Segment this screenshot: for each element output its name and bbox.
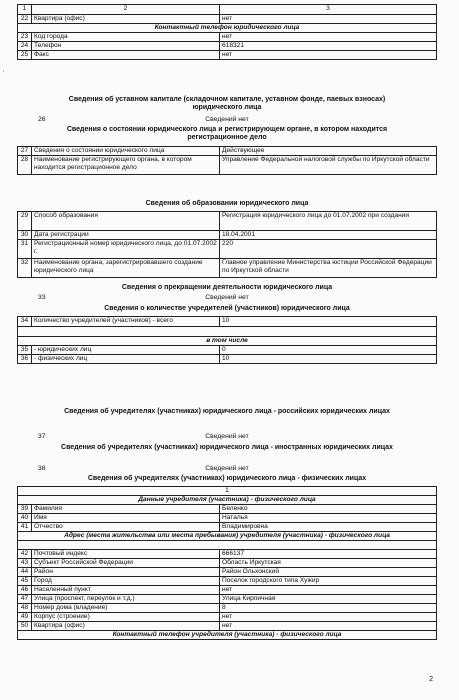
row-label: Имя: [32, 514, 220, 523]
table-row: [18, 604, 437, 613]
subsection-row: [18, 24, 437, 33]
row-label: - физических лиц: [32, 355, 220, 364]
table-row: [18, 15, 437, 24]
table-row: [18, 156, 437, 175]
row-label: Населенный пункт: [32, 586, 220, 595]
row-number: 43: [18, 559, 32, 568]
subsection-row: [18, 631, 437, 640]
table-row: [18, 212, 437, 231]
row-number: 24: [18, 42, 32, 51]
founder-phone-title: Контактный телефон учредителя (участника) - физического лица: [18, 631, 437, 640]
row-label: Код города: [32, 33, 220, 42]
row-number: 31: [18, 240, 32, 259]
table-row: [18, 346, 437, 355]
row-value: Улица Кирпичная: [220, 595, 437, 604]
row-label: Наименование органа, зарегистрировавшего создание юридического лица: [32, 259, 220, 278]
table-row: [18, 42, 437, 51]
no-data-text: Сведений нет: [205, 294, 249, 301]
row-value: нет: [220, 586, 437, 595]
individual-founder-table: [17, 486, 437, 640]
row-number: 32: [18, 259, 32, 278]
row-value: нет: [220, 51, 437, 60]
row-value: нет: [220, 33, 437, 42]
row-label: Регистрационный номер юридического лица, до 01.07.2002 г.: [32, 240, 220, 259]
table-row: [18, 568, 437, 577]
row-value: нет: [220, 622, 437, 631]
table-row: [18, 33, 437, 42]
row-number: 50: [18, 622, 32, 631]
row-number: 22: [18, 15, 32, 24]
row-label: Телефон: [32, 42, 220, 51]
state-title: [17, 126, 437, 143]
contact-phone-title: Контактный телефон юридического лица: [18, 24, 437, 33]
col-header-1: 1: [18, 5, 32, 15]
row-label: Номер дома (владение): [32, 604, 220, 613]
row-value: 220: [220, 240, 437, 259]
row-number: 41: [18, 523, 32, 532]
row-number: 42: [18, 550, 32, 559]
table-row: [18, 231, 437, 240]
table-row: [18, 514, 437, 523]
table-row: [18, 355, 437, 364]
table-row: [18, 559, 437, 568]
row-label: Квартира (офис): [32, 622, 220, 631]
table-row: [18, 240, 437, 259]
capital-title: [17, 96, 437, 113]
row-value: Владимировна: [220, 523, 437, 532]
table-row: [18, 586, 437, 595]
row-label: Способ образования: [32, 212, 220, 231]
table-row: [18, 51, 437, 60]
row-number: 36: [18, 355, 32, 364]
row-value: Беленко: [220, 505, 437, 514]
row-label: Квартира (офис): [32, 15, 220, 24]
section-number: 26: [38, 116, 46, 123]
row-value: Область Иркутская: [220, 559, 437, 568]
col-header-2: 2: [32, 5, 220, 15]
row-number: 39: [18, 505, 32, 514]
column-header-row: [18, 487, 437, 496]
table-row: [18, 505, 437, 514]
row-value: Управление Федеральной налоговой службы по Иркутской области: [220, 156, 437, 175]
row-value: Действующее: [220, 147, 437, 156]
table-row: [18, 613, 437, 622]
address-title: Адрес (места жительства или места пребывания) учредителя (участника) - физического лица: [18, 532, 437, 541]
row-label: Дата регистрации: [32, 231, 220, 240]
row-value: нет: [220, 613, 437, 622]
row-label: Сведения о состоянии юридического лица: [32, 147, 220, 156]
table-row: [18, 523, 437, 532]
table-row: [18, 147, 437, 156]
founders-count-title: Сведения о количестве учредителей (участников) юридического лица: [104, 305, 350, 312]
capital-title-line2: юридического лица: [192, 104, 262, 112]
row-number: 23: [18, 33, 32, 42]
termination-title: Сведения о прекращении деятельности юридического лица: [121, 284, 333, 291]
row-label: Отчество: [32, 523, 220, 532]
row-value: 8: [220, 604, 437, 613]
no-data-text: Сведений нет: [205, 116, 249, 123]
row-label: Наименование регистрирующего органа, в котором находится регистрационное дело: [32, 156, 220, 175]
founder-data-title: Данные учредителя (участника) - физического лица: [18, 496, 437, 505]
table-row: [18, 550, 437, 559]
no-data-text: Сведений нет: [205, 433, 249, 440]
contact-table: [17, 4, 437, 60]
ru-founders-title: Сведения об учредителях (участниках) юридического лица - российских юридических лицах: [64, 408, 390, 415]
formation-title: Сведения об образовании юридического лица: [145, 200, 309, 207]
row-value: Поселок городского типа Хужир: [220, 577, 437, 586]
table-row: [18, 577, 437, 586]
founders-count-table: [17, 316, 437, 364]
row-value: 618321: [220, 42, 437, 51]
section-number: 38: [38, 465, 46, 472]
row-value: Главное управление Министерства юстиции Российской Федерации по Иркутской области: [220, 259, 437, 278]
table-row: [18, 622, 437, 631]
row-number: 49: [18, 613, 32, 622]
page-number: 2: [429, 675, 433, 683]
row-label: Район: [32, 568, 220, 577]
row-number: 25: [18, 51, 32, 60]
row-label: Количество учредителей (участников) - всего: [32, 317, 220, 327]
row-value: нет: [220, 15, 437, 24]
state-table: [17, 146, 437, 175]
no-data-text: Сведений нет: [205, 465, 249, 472]
margin-mark: ': [3, 71, 5, 77]
row-label: Факс: [32, 51, 220, 60]
row-number: 29: [18, 212, 32, 231]
row-value: Район Ольхонский: [220, 568, 437, 577]
row-label: Город: [32, 577, 220, 586]
section-number: 33: [38, 294, 46, 301]
row-value: 18.04.2001: [220, 231, 437, 240]
row-number: 30: [18, 231, 32, 240]
row-value: 10: [220, 355, 437, 364]
subsection-row: [18, 532, 437, 541]
row-number: 34: [18, 317, 32, 327]
row-number: 45: [18, 577, 32, 586]
row-label: Корпус (строение): [32, 613, 220, 622]
col-header-1: 1: [18, 487, 437, 496]
row-label: Улица (проспект, переулок и т.д.): [32, 595, 220, 604]
blank-row: [18, 327, 437, 337]
section-number: 37: [38, 433, 46, 440]
row-number: 47: [18, 595, 32, 604]
foreign-founders-title: Сведения об учредителях (участниках) юридического лица - иностранных юридических лицах: [61, 444, 393, 451]
row-label: - юридических лиц: [32, 346, 220, 355]
column-header-row: [18, 5, 437, 15]
row-value: Наталья: [220, 514, 437, 523]
col-header-3: 3: [220, 5, 437, 15]
including-label: в том числе: [18, 337, 437, 346]
row-number: 46: [18, 586, 32, 595]
row-value: 0: [220, 346, 437, 355]
state-title-line1: Сведения о состоянии юридического лица и регистрирующем органе, в котором находится: [66, 126, 388, 133]
table-row: [18, 595, 437, 604]
row-number: 40: [18, 514, 32, 523]
row-label: Фамилия: [32, 505, 220, 514]
row-value: Регистрация юридического лица до 01.07.2002 при создании: [220, 212, 437, 231]
row-value: 666137: [220, 550, 437, 559]
subsection-row: [18, 337, 437, 346]
row-number: 27: [18, 147, 32, 156]
subsection-row: [18, 496, 437, 505]
capital-title-line1: Сведения об уставном капитале (складочном капитале, уставном фонде, паевых взносах): [68, 96, 386, 103]
row-label: Почтовый индекс: [32, 550, 220, 559]
row-label: Субъект Российской Федерации: [32, 559, 220, 568]
row-number: 48: [18, 604, 32, 613]
table-row: [18, 317, 437, 327]
table-row: [18, 259, 437, 278]
formation-table: [17, 211, 437, 278]
individuals-title: Сведения об учредителях (участниках) юридического лица - физических лицах: [87, 475, 367, 482]
row-value: 10: [220, 317, 437, 327]
blank-row: [18, 541, 437, 550]
row-number: 28: [18, 156, 32, 175]
state-title-line2: регистрационное дело: [187, 134, 267, 142]
row-number: 35: [18, 346, 32, 355]
row-number: 44: [18, 568, 32, 577]
